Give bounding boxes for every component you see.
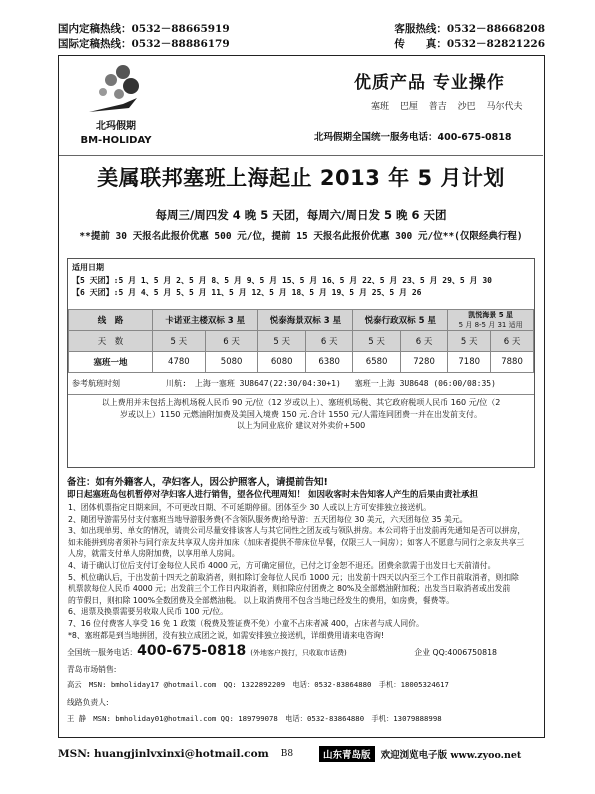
outbound-flight: 上海一塞班 3U8647(22:30/04:30+1) (194, 379, 341, 388)
days-header: 天 数 (69, 331, 153, 352)
hotel-4: 凯悦海景 5 星 5 月 8-5 月 31 适用 (448, 310, 534, 331)
remark-item: 5、机位确认后，于出发前十四天之前取消者，则扣除订金每位人民币 1000 元；出发前十四天以内至三个工作日前取消者，则扣除 (68, 572, 519, 582)
price-cell: 7880 (491, 352, 534, 373)
days-cell: 5 天 (353, 331, 400, 352)
brand-logo (71, 62, 161, 150)
qd-sales-label: 青岛市场销售: (67, 664, 117, 674)
brand-name: 北玛假期 (96, 121, 136, 132)
brand-name-en: BM-HOLIDAY (80, 135, 152, 146)
price-cell: 4780 (153, 352, 206, 373)
remark-item: 6、退票及换票需要另收取人民币 100 元/位。 (68, 607, 228, 617)
ad-frame (58, 55, 545, 738)
price-table (68, 309, 534, 373)
remarks-warning: 即日起塞班岛包机暂停对孕妇客人进行销售，望各位代理周知！ 如因收客时未告知客人产生的后果由责社承担 (67, 490, 478, 500)
slogan: 优质产品 专业操作 (354, 73, 505, 93)
price-box (67, 258, 535, 468)
remark-item: 7、16 位付费客人享受 16 免 1 政策（税费及签证费不免）小童不占床者减 400，占床者与成人同价。 (68, 618, 424, 628)
days-cell: 5 天 (258, 331, 305, 352)
days-cell: 6 天 (400, 331, 447, 352)
fax-number: 传 真：0532－82821226 (394, 38, 545, 50)
price-cell: 7280 (400, 352, 447, 373)
route-manager-label: 线路负责人: (67, 697, 109, 707)
hotline-note: (外地客户拨打，只收取市话费) (250, 649, 347, 658)
service-hotline: 客服热线：0532－88668208 (394, 23, 545, 35)
discount-note: **提前 30 天报名此报价优惠 500 元/位，提前 15 天报名此报价优惠 300 元/位**(仅限经典行程) (79, 231, 523, 242)
schedule-subtitle: 每周三/周四发 4 晚 5 天团，每周六/周日发 5 晚 6 天团 (155, 208, 447, 222)
flight-label: 参考航班时刻 (72, 379, 120, 388)
route-header: 线 路 (69, 310, 153, 331)
flight-info (68, 373, 534, 395)
remark-item: 3、如出现单男、单女的情况，请贵公司尽量安排该客人与其它同性之团友或与领队拼房。本公司将于出发前再先通知是否可以拼房， (68, 526, 526, 536)
hotline-number: 400-675-0818 (137, 643, 247, 660)
remarks-head: 备注：如有外籍客人，孕妇客人，因公护照客人，请提前告知! (67, 477, 328, 488)
airline: 川航: (166, 379, 187, 388)
qd-sales-contact: 高云 MSN: bmholiday17 @hotmail.com QQ: 1322892209 电话：0532-83864880 手机：18005324617 (67, 680, 449, 690)
butterfly-logo-icon (71, 62, 161, 122)
remark-item: 的节假日，则扣除 100%全数团费及全部燃油税。 以上取消费用不包含当地已经发生的费用，如房费，餐费等。 (68, 595, 454, 605)
top-contact-bar (58, 22, 545, 52)
footer-msn: MSN: huangjinlvxinxi@hotmail.com (58, 748, 269, 760)
days-cell: 5 天 (153, 331, 206, 352)
fee-line: 以上为同业底价 建议对外卖价+500 (236, 421, 366, 430)
price-cell: 6380 (305, 352, 352, 373)
hotel-1: 卡诺亚主楼双标 3 星 (153, 310, 258, 331)
enterprise-qq: 企业 QQ:4006750818 (414, 648, 497, 658)
dates-6day: 【6 天团】:5 月 4、5 月 5、5 月 11、5 月 12、5 月 18、5 月 19、5 月 25、5 月 26 (72, 288, 422, 297)
hotline-label: 全国统一服务电话： (67, 648, 138, 658)
remark-item: *8、塞班都是到当地拼团，没有独立成团之说，如需安排独立接送机，详细费用请来电咨询! (68, 630, 385, 640)
page-number: B8 (280, 749, 294, 759)
departure-dates (68, 259, 534, 309)
domestic-hotline: 国内定稿热线：0532－88665919 (58, 23, 230, 35)
hotel-2: 悦泰海景双标 3 星 (258, 310, 353, 331)
days-cell: 6 天 (491, 331, 534, 352)
remark-item: 如未能拼到房者须补与同行亲友共享双人房并加床（加床者提供不带床位早餐，仅限三人一间房）；如客人不愿意与同行之亲友共享三 (68, 537, 525, 547)
days-cell: 6 天 (205, 331, 258, 352)
intl-hotline: 国际定稿热线：0532－88886179 (58, 38, 230, 50)
price-cell: 6580 (353, 352, 400, 373)
price-cell: 6080 (258, 352, 305, 373)
national-hotline-row (67, 643, 537, 660)
dates-5day: 【5 天团】:5 月 1、5 月 2、5 月 8、5 月 9、5 月 15、5 月 16、5 月 22、5 月 23、5 月 29、5 月 30 (72, 275, 493, 285)
days-cell: 5 天 (448, 331, 491, 352)
remark-item: 1、团体机票指定日期来回，不可更改日期、不可延期停留。团体至少 30 人或以上方可安排独立接送机。 (68, 503, 431, 512)
edition-badge: 山东青岛版 (319, 746, 375, 762)
price-cell: 5080 (205, 352, 258, 373)
route-manager-contact: 王 静 MSN: bmholiday01@hotmail.com QQ: 189799078 电话：0532-83864880 手机：13079888998 (67, 713, 442, 723)
remark-item: 2、随团导游需另付支付塞班当地导游服务费(不含领队服务费)给导游：五天团每位 30 美元，六天团每位 35 美元。 (68, 514, 468, 524)
price-cell: 7180 (448, 352, 491, 373)
brand-hotline: 北玛假期全国统一服务电话：400-675-0818 (314, 132, 512, 143)
destinations: 塞班 巴厘 普吉 沙巴 马尔代夫 (371, 102, 523, 112)
dates-label: 适用日期 (72, 263, 104, 272)
remark-item: 机票款每位人民币 4000 元；出发前三个工作日内取消者，则扣除应付团费之 80%及全部燃油附加税；出发当日取消者或出发前 (68, 584, 511, 594)
welcome-link[interactable]: 欢迎浏览电子版 www.zyoo.net (380, 750, 522, 761)
fee-line: 以上费用并未包括上海机场税人民币 90 元/位（12 岁或以上）、塞班机场税、其它政府税项人民币 160 元/位（2 (101, 398, 501, 407)
return-flight: 塞班一上海 3U8648 (06:00/08:35) (354, 379, 496, 388)
remark-item: 人房，就需支付单人房附加费，以享用单人房间。 (68, 549, 240, 559)
route-name: 塞班一地 (69, 352, 153, 373)
remark-item: 4、请于确认订位后支付订金每位人民币 4000 元，方可确定留位，已付之订金恕不退还。团费余款需于出发日七天前清付。 (68, 560, 496, 570)
fee-line: 岁或以上）1150 元燃油附加费及美国入境费 150 元.合计 1550 元/人需连同团费一并在出发前支付。 (120, 409, 482, 419)
remarks-section (67, 476, 537, 724)
page-footer (58, 746, 545, 762)
days-cell: 6 天 (305, 331, 352, 352)
page-title: 美属联邦塞班上海起止 2013 年 5 月计划 (97, 166, 505, 190)
ad-header (59, 56, 543, 156)
fee-inclusions (68, 395, 534, 434)
hotel-3: 悦泰行政双标 5 星 (353, 310, 448, 331)
